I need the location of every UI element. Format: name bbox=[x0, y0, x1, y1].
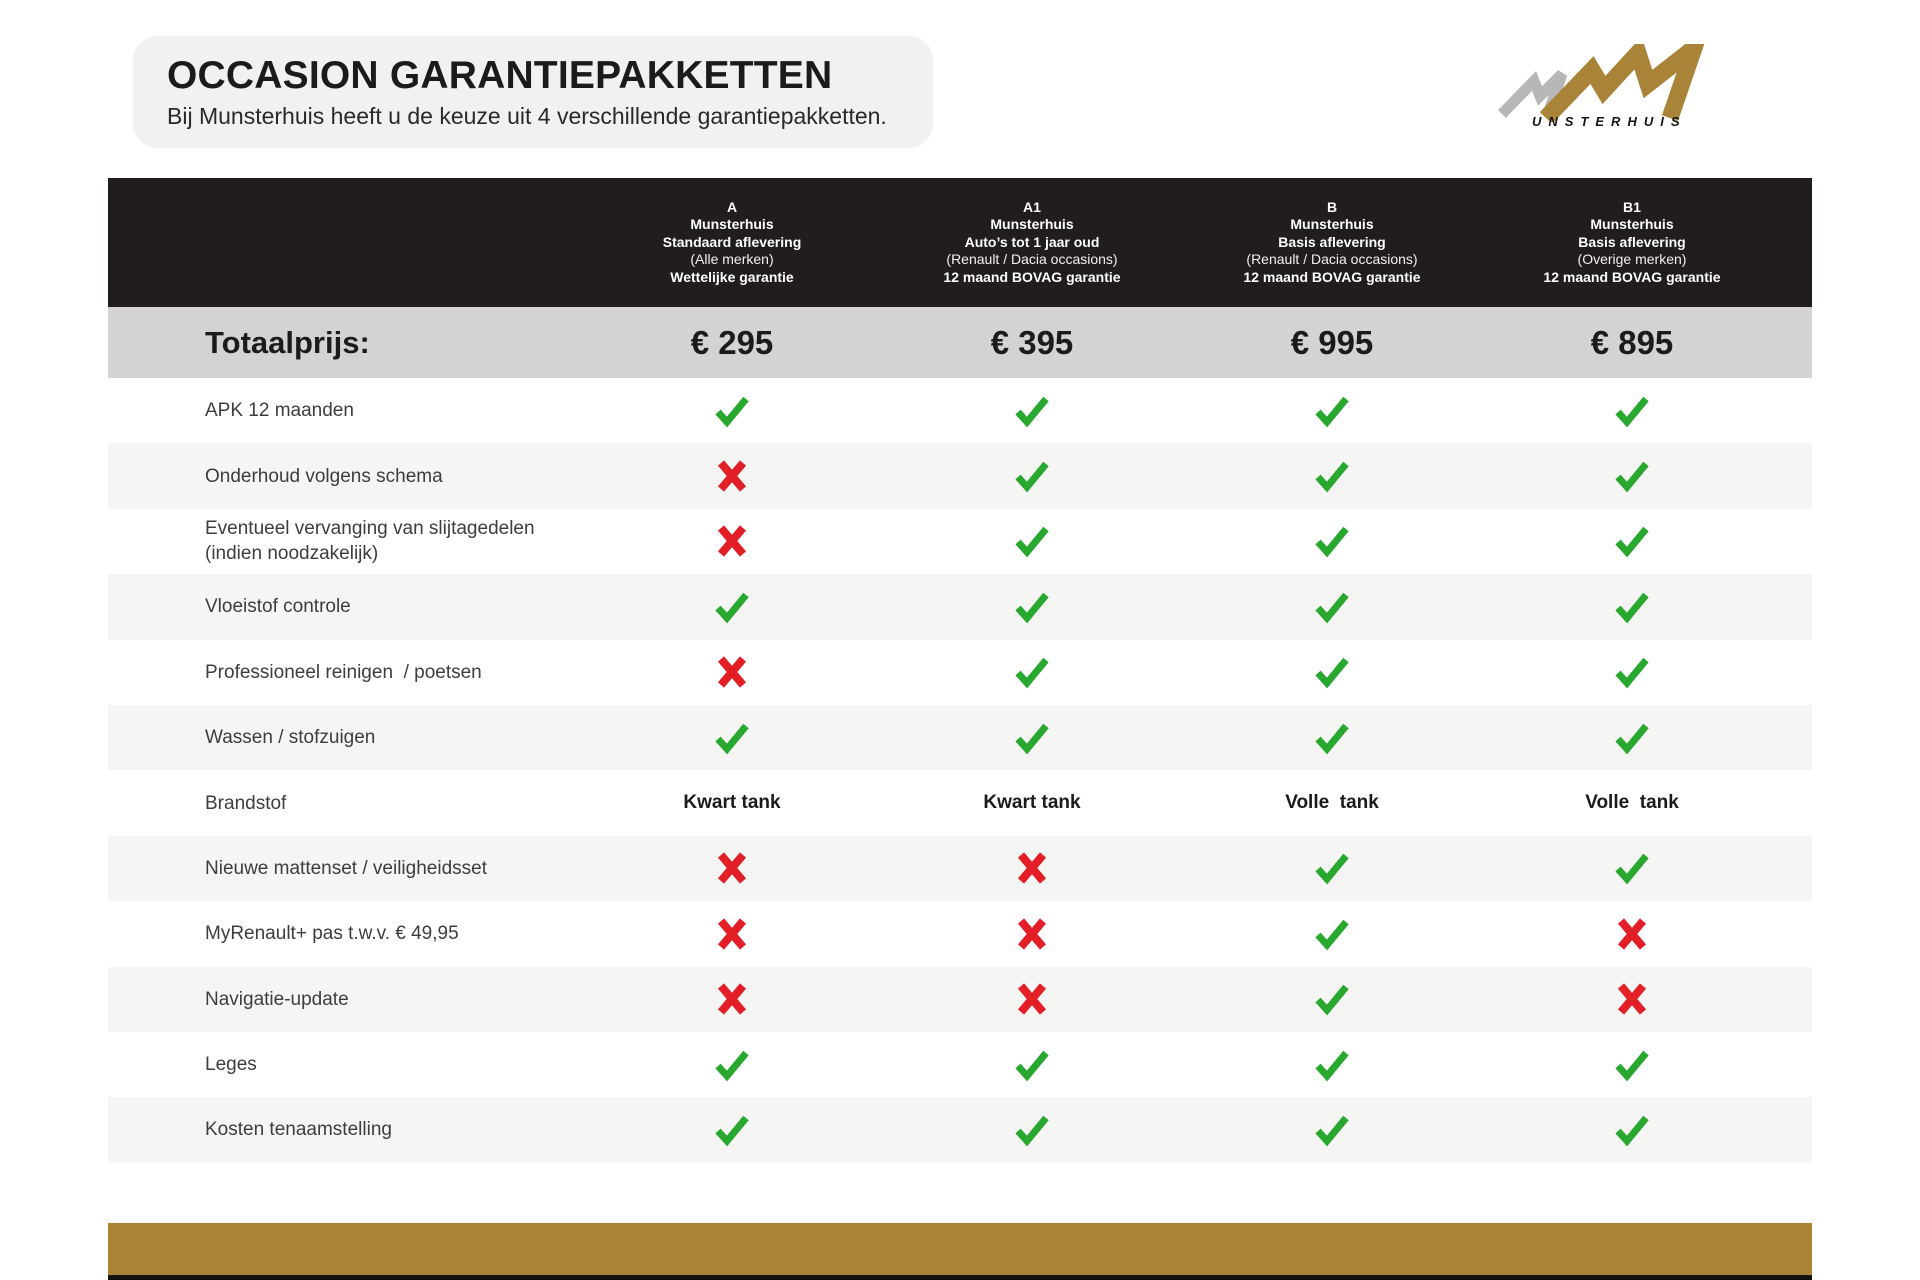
package-header-A bbox=[582, 199, 882, 287]
feature-value-A bbox=[582, 721, 882, 755]
feature-row bbox=[108, 443, 1812, 508]
feature-row bbox=[108, 705, 1812, 770]
pkg-tier: Basis aflevering bbox=[1278, 233, 1386, 250]
check-icon bbox=[1313, 721, 1351, 755]
feature-row bbox=[108, 967, 1812, 1032]
cross-icon bbox=[1017, 851, 1047, 885]
feature-label bbox=[108, 516, 582, 566]
feature-value-B bbox=[1182, 394, 1482, 428]
feature-value-A1 bbox=[882, 524, 1182, 558]
package-header-B bbox=[1182, 199, 1482, 287]
feature-label-line: Professioneel reinigen / poetsen bbox=[205, 661, 482, 683]
feature-value-B bbox=[1182, 1113, 1482, 1147]
feature-value-B1 bbox=[1482, 1048, 1782, 1082]
feature-value-B1 bbox=[1482, 917, 1782, 951]
feature-value-B1 bbox=[1482, 982, 1782, 1016]
total-price-B1: € 895 bbox=[1590, 323, 1674, 361]
total-price-A: € 295 bbox=[690, 323, 774, 361]
feature-value-B bbox=[1182, 917, 1482, 951]
feature-value-B1 bbox=[1482, 655, 1782, 689]
cross-icon bbox=[717, 459, 747, 493]
pkg-brand: Munsterhuis bbox=[1290, 216, 1374, 233]
check-icon bbox=[713, 394, 751, 428]
pkg-guarantee: 12 maand BOVAG garantie bbox=[943, 268, 1121, 285]
feature-value-A bbox=[582, 524, 882, 558]
feature-label bbox=[108, 921, 582, 946]
feature-row bbox=[108, 574, 1812, 639]
feature-label-line: Nieuwe mattenset / veiligheidsset bbox=[205, 857, 487, 879]
check-icon bbox=[713, 590, 751, 624]
feature-value-A1 bbox=[882, 792, 1182, 814]
feature-value-A bbox=[582, 1048, 882, 1082]
pkg-tier: Auto’s tot 1 jaar oud bbox=[964, 233, 1100, 250]
feature-label bbox=[108, 1117, 582, 1142]
check-icon bbox=[1313, 851, 1351, 885]
pkg-tier: Standaard aflevering bbox=[662, 233, 802, 250]
feature-value-B bbox=[1182, 851, 1482, 885]
feature-value-B bbox=[1182, 590, 1482, 624]
feature-value-A1 bbox=[882, 721, 1182, 755]
pkg-code: A bbox=[726, 198, 738, 215]
footer-black-bar bbox=[108, 1275, 1812, 1280]
pkg-scope: (Renault / Dacia occasions) bbox=[1246, 251, 1418, 268]
pkg-scope: (Alle merken) bbox=[690, 251, 774, 268]
feature-label-line: Eventueel vervanging van slijtagedelen bbox=[205, 518, 535, 540]
cross-icon bbox=[1617, 982, 1647, 1016]
check-icon bbox=[1013, 721, 1051, 755]
feature-label bbox=[108, 594, 582, 619]
feature-value-A1 bbox=[882, 590, 1182, 624]
feature-row bbox=[108, 378, 1812, 443]
feature-value-A bbox=[582, 917, 882, 951]
feature-label bbox=[108, 660, 582, 685]
page-subtitle: Bij Munsterhuis heeft u de keuze uit 4 verschillende garantiepakketten. bbox=[167, 103, 887, 129]
fuel-value: Kwart tank bbox=[983, 792, 1081, 814]
munsterhuis-logo bbox=[1488, 44, 1738, 140]
check-icon bbox=[1313, 982, 1351, 1016]
feature-label-line: Kosten tenaamstelling bbox=[205, 1119, 392, 1141]
feature-rows bbox=[108, 378, 1812, 1163]
feature-value-A1 bbox=[882, 1113, 1182, 1147]
feature-row bbox=[108, 640, 1812, 705]
check-icon bbox=[1313, 1113, 1351, 1147]
check-icon bbox=[1613, 459, 1651, 493]
feature-value-A1 bbox=[882, 655, 1182, 689]
check-icon bbox=[1313, 459, 1351, 493]
check-icon bbox=[1613, 851, 1651, 885]
check-icon bbox=[713, 1048, 751, 1082]
page-title: OCCASION GARANTIEPAKKETTEN bbox=[167, 54, 833, 97]
package-header-A1 bbox=[882, 199, 1182, 287]
feature-value-A1 bbox=[882, 851, 1182, 885]
cross-icon bbox=[717, 917, 747, 951]
check-icon bbox=[1613, 394, 1651, 428]
feature-value-A bbox=[582, 590, 882, 624]
pkg-code: A1 bbox=[1023, 198, 1041, 215]
cross-icon bbox=[1617, 917, 1647, 951]
table-header-row bbox=[108, 178, 1812, 307]
feature-value-B1 bbox=[1482, 524, 1782, 558]
check-icon bbox=[713, 1113, 751, 1147]
feature-value-A1 bbox=[882, 394, 1182, 428]
feature-value-B1 bbox=[1482, 721, 1782, 755]
pkg-brand: Munsterhuis bbox=[1590, 216, 1674, 233]
check-icon bbox=[1013, 590, 1051, 624]
pkg-scope: (Overige merken) bbox=[1577, 251, 1687, 268]
cross-icon bbox=[1017, 982, 1047, 1016]
footer-gold-bar bbox=[108, 1223, 1812, 1275]
fuel-value: Volle tank bbox=[1585, 792, 1679, 814]
feature-row bbox=[108, 509, 1812, 574]
check-icon bbox=[1013, 394, 1051, 428]
pkg-brand: Munsterhuis bbox=[990, 216, 1074, 233]
feature-value-B1 bbox=[1482, 459, 1782, 493]
feature-value-A bbox=[582, 1113, 882, 1147]
feature-value-B bbox=[1182, 982, 1482, 1016]
feature-value-A1 bbox=[882, 982, 1182, 1016]
munsterhuis-logo-text: UNSTERHUIS bbox=[1532, 114, 1687, 129]
feature-label-line: Wassen / stofzuigen bbox=[205, 727, 376, 749]
feature-value-A bbox=[582, 982, 882, 1016]
feature-label bbox=[108, 856, 582, 881]
feature-value-A bbox=[582, 459, 882, 493]
feature-label bbox=[108, 725, 582, 750]
pkg-guarantee: 12 maand BOVAG garantie bbox=[1543, 268, 1721, 285]
check-icon bbox=[1313, 1048, 1351, 1082]
cross-icon bbox=[717, 982, 747, 1016]
feature-row bbox=[108, 1032, 1812, 1097]
check-icon bbox=[1013, 655, 1051, 689]
check-icon bbox=[1013, 459, 1051, 493]
feature-label-line: MyRenault+ pas t.w.v. € 49,95 bbox=[205, 923, 459, 945]
pkg-code: B1 bbox=[1623, 198, 1641, 215]
feature-label-line: APK 12 maanden bbox=[205, 400, 354, 422]
munsterhuis-logo-mark-icon bbox=[1488, 44, 1738, 122]
feature-value-B1 bbox=[1482, 792, 1782, 814]
cross-icon bbox=[717, 851, 747, 885]
check-icon bbox=[1613, 655, 1651, 689]
pkg-brand: Munsterhuis bbox=[690, 216, 774, 233]
fuel-value: Volle tank bbox=[1285, 792, 1379, 814]
check-icon bbox=[1313, 917, 1351, 951]
feature-value-B1 bbox=[1482, 1113, 1782, 1147]
feature-label bbox=[108, 1052, 582, 1077]
feature-value-B1 bbox=[1482, 590, 1782, 624]
check-icon bbox=[1613, 721, 1651, 755]
package-header-B1 bbox=[1482, 199, 1782, 287]
feature-value-B bbox=[1182, 524, 1482, 558]
feature-label-line: Vloeistof controle bbox=[205, 596, 351, 618]
feature-value-B bbox=[1182, 792, 1482, 814]
feature-label-line: Navigatie-update bbox=[205, 988, 349, 1010]
feature-row bbox=[108, 770, 1812, 835]
cross-icon bbox=[717, 655, 747, 689]
feature-label bbox=[108, 398, 582, 423]
feature-label-line: Onderhoud volgens schema bbox=[205, 465, 443, 487]
feature-value-A1 bbox=[882, 459, 1182, 493]
cross-icon bbox=[717, 524, 747, 558]
check-icon bbox=[1013, 1048, 1051, 1082]
feature-value-A bbox=[582, 394, 882, 428]
total-price-label: Totaalprijs: bbox=[205, 324, 370, 360]
feature-row bbox=[108, 836, 1812, 901]
check-icon bbox=[1313, 655, 1351, 689]
fuel-value: Kwart tank bbox=[683, 792, 781, 814]
check-icon bbox=[1313, 394, 1351, 428]
feature-value-A bbox=[582, 655, 882, 689]
pkg-scope: (Renault / Dacia occasions) bbox=[946, 251, 1118, 268]
feature-value-A1 bbox=[882, 1048, 1182, 1082]
package-comparison-table bbox=[108, 178, 1812, 1163]
feature-value-B1 bbox=[1482, 394, 1782, 428]
feature-value-A1 bbox=[882, 917, 1182, 951]
pkg-code: B bbox=[1326, 198, 1338, 215]
check-icon bbox=[1613, 524, 1651, 558]
title-card bbox=[133, 36, 933, 148]
feature-label bbox=[108, 791, 582, 816]
feature-label-line: (indien noodzakelijk) bbox=[205, 543, 379, 565]
check-icon bbox=[1313, 590, 1351, 624]
feature-label-line: Leges bbox=[205, 1054, 257, 1076]
cross-icon bbox=[1017, 917, 1047, 951]
check-icon bbox=[713, 721, 751, 755]
pkg-tier: Basis aflevering bbox=[1578, 233, 1686, 250]
feature-value-B1 bbox=[1482, 851, 1782, 885]
check-icon bbox=[1613, 590, 1651, 624]
feature-label-line: Brandstof bbox=[205, 792, 287, 814]
total-price-B: € 995 bbox=[1290, 323, 1374, 361]
total-price-row bbox=[108, 307, 1812, 378]
pkg-guarantee: Wettelijke garantie bbox=[670, 268, 794, 285]
feature-value-B bbox=[1182, 721, 1482, 755]
check-icon bbox=[1613, 1113, 1651, 1147]
feature-value-B bbox=[1182, 655, 1482, 689]
pkg-guarantee: 12 maand BOVAG garantie bbox=[1243, 268, 1421, 285]
feature-label bbox=[108, 987, 582, 1012]
feature-value-A bbox=[582, 851, 882, 885]
check-icon bbox=[1013, 1113, 1051, 1147]
check-icon bbox=[1613, 1048, 1651, 1082]
feature-label bbox=[108, 464, 582, 489]
total-price-A1: € 395 bbox=[990, 323, 1074, 361]
feature-value-B bbox=[1182, 459, 1482, 493]
check-icon bbox=[1313, 524, 1351, 558]
check-icon bbox=[1013, 524, 1051, 558]
feature-value-A bbox=[582, 792, 882, 814]
feature-value-B bbox=[1182, 1048, 1482, 1082]
feature-row bbox=[108, 901, 1812, 966]
feature-row bbox=[108, 1097, 1812, 1162]
